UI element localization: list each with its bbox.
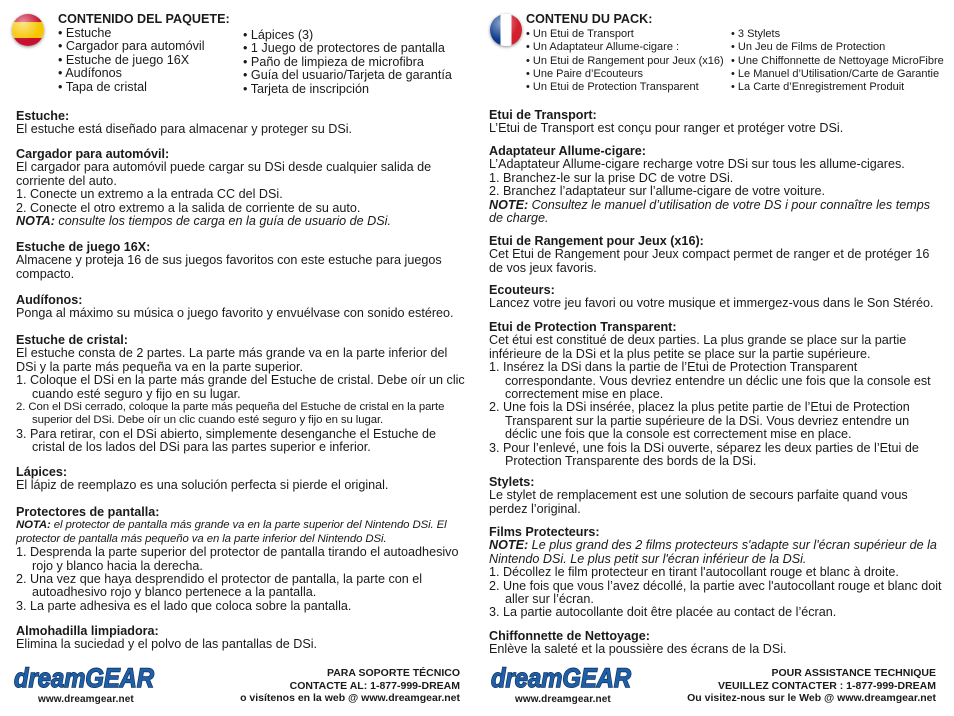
step-text: 1. Branchez-le sur la prise DC de votre DSi. bbox=[489, 170, 734, 185]
step-text: 3. La partie autocollante doit être placée au contact de l’écran. bbox=[489, 605, 837, 620]
note-label: NOTE: bbox=[489, 538, 529, 553]
list-item: • Un Etui de Transport bbox=[526, 28, 724, 41]
section-heading: Adaptateur Allume-cigare: bbox=[489, 144, 646, 158]
package-title-es: CONTENIDO DEL PAQUETE: bbox=[58, 12, 230, 26]
section-text: L’Adaptateur Allume-cigare recharge votre DSi sur tous les allume-cigares. bbox=[489, 157, 905, 172]
note-text: NOTE: Le plus grand des 2 films protecteurs s'adapte sur l'écran supérieur de la Nintendo DSi. Le plus petit sur l'écran inférieur de la DSi. bbox=[489, 538, 937, 566]
note-text: NOTA: consulte los tiempos de carga en la guía de usuario de DSi. bbox=[16, 214, 391, 229]
section-chiffonnette bbox=[489, 630, 944, 657]
step-text: 3. Pour l’enlevé, une fois la DSi ouverte, séparez les deux parties de l’Etui de Protection Transparente des bords de la DSi. bbox=[489, 440, 919, 469]
logo-url: www.dreamgear.net bbox=[38, 694, 134, 705]
support-block-fr bbox=[687, 667, 936, 705]
section-text: El estuche consta de 2 partes. La parte más grande va en la parte inferior del DSi y la parte más pequeña va en la parte superior. bbox=[16, 346, 448, 374]
list-item: • 3 Stylets bbox=[731, 28, 944, 41]
support-line: CONTACTE AL: 1-877-999-DREAM bbox=[289, 679, 460, 692]
list-item: • La Carte d’Enregistrement Produit bbox=[731, 81, 944, 94]
step-text: 3. La parte adhesiva es el lado que coloca sobre la pantalla. bbox=[16, 598, 352, 613]
section-protectores bbox=[16, 506, 471, 613]
section-heading: Etui de Transport: bbox=[489, 108, 597, 122]
section-ecouteurs bbox=[489, 284, 944, 311]
list-item: • Une Paire d’Ecouteurs bbox=[526, 68, 724, 81]
note-label: NOTE: bbox=[489, 197, 529, 212]
section-protection bbox=[489, 321, 944, 468]
section-heading: Etui de Protection Transparent: bbox=[489, 320, 677, 334]
step-text: 1. Insérez la DSi dans la partie de l’Etui de Protection Transparent correspondante. Vous devriez entendre un déclic une fois que la console est correctement mise en place. bbox=[489, 360, 931, 402]
support-block-es bbox=[240, 667, 460, 705]
section-text: El estuche está diseñado para almacenar y proteger su DSi. bbox=[16, 122, 353, 137]
section-text: Almacene y proteja 16 de sus juegos favoritos con este estuche para juegos compacto. bbox=[16, 253, 442, 281]
section-heading: Chiffonnette de Nettoyage: bbox=[489, 629, 650, 643]
support-line: POUR ASSISTANCE TECHNIQUE bbox=[771, 667, 936, 679]
package-list-fr-2 bbox=[731, 28, 944, 94]
note-label: NOTA: bbox=[16, 214, 55, 229]
step-text: 1. Coloque el DSi en la parte más grande del Estuche de cristal. Debe oír un clic cuando esté seguro y fijo en su lugar. bbox=[16, 373, 465, 401]
list-item: • Lápices (3) bbox=[243, 29, 452, 42]
section-text: El lápiz de reemplazo es una solución perfecta si pierde el original. bbox=[16, 478, 389, 493]
step-text: 2. Con el DSi cerrado, coloque la parte más pequeña del Estuche de cristal en la parte superior del DSi. Debe oír un clic cuando esté seguro y fijo en su lugar. bbox=[16, 401, 445, 427]
section-text: Cet Etui de Rangement pour Jeux compact permet de ranger et de protéger 16 de vos jeux favoris. bbox=[489, 247, 930, 275]
list-item: • Un Etui de Rangement pour Jeux (x16) bbox=[526, 55, 724, 68]
list-item: • Estuche bbox=[58, 27, 205, 40]
logo-url: www.dreamgear.net bbox=[515, 694, 611, 705]
step-text: 1. Desprenda la parte superior del protector de pantalla tirando el autoadhesivo rojo y blanco hacia la derecha. bbox=[16, 545, 459, 573]
section-lapices bbox=[16, 466, 471, 493]
section-text: Elimina la suciedad y el polvo de las pantallas de DSi. bbox=[16, 637, 318, 652]
section-almohadilla bbox=[16, 625, 471, 652]
step-text: 1. Décollez le film protecteur en tirant l'autocollant rouge et blanc à droite. bbox=[489, 565, 899, 580]
step-text: 3. Para retirar, con el DSi abierto, simplemente desenganche el Estuche de cristal de los lados del DSi para las partes superior e inferior. bbox=[16, 426, 437, 455]
note-label: NOTA: bbox=[16, 519, 51, 532]
step-text: 2. Une fois que vous l’avez décollé, la partie avec l'autocollant rouge et blanc doit aller sur l’écran. bbox=[489, 578, 942, 607]
support-line: VEUILLEZ CONTACTER : 1-877-999-DREAM bbox=[718, 679, 936, 692]
section-heading: Films Protecteurs: bbox=[489, 525, 600, 539]
section-heading: Protectores de pantalla: bbox=[16, 505, 160, 519]
section-cargador bbox=[16, 148, 471, 228]
section-text: Ponga al máximo su música o juego favorito y envuélvase con sonido estéreo. bbox=[16, 306, 454, 321]
section-transport bbox=[489, 109, 944, 136]
france-flag-icon bbox=[490, 14, 522, 46]
section-heading: Audífonos: bbox=[16, 293, 83, 307]
step-text: 1. Conecte un extremo a la entrada CC del DSi. bbox=[16, 187, 283, 202]
section-films bbox=[489, 526, 944, 620]
section-adaptateur bbox=[489, 145, 944, 225]
list-item: • Un Etui de Protection Transparent bbox=[526, 81, 724, 94]
section-stylets bbox=[489, 476, 944, 516]
section-text: Enlève la saleté et la poussière des écrans de la DSi. bbox=[489, 642, 787, 657]
list-item: • Guía del usuario/Tarjeta de garantía bbox=[243, 69, 452, 82]
section-heading: Estuche: bbox=[16, 109, 70, 123]
list-item: • Estuche de juego 16X bbox=[58, 54, 205, 67]
package-list-es-1 bbox=[58, 27, 205, 94]
section-text: Lancez votre jeu favori ou votre musique et immergez-vous dans le Son Stéréo. bbox=[489, 296, 934, 311]
section-audifonos bbox=[16, 294, 471, 321]
section-heading: Estuche de cristal: bbox=[16, 333, 128, 347]
list-item: • Paño de limpieza de microfibra bbox=[243, 56, 452, 69]
section-estuche bbox=[16, 110, 471, 137]
section-text: Le stylet de remplacement est une solution de secours parfaite quand vous perdez l’original. bbox=[489, 488, 908, 516]
section-heading: Cargador para automóvil: bbox=[16, 147, 170, 161]
package-list-es-2 bbox=[243, 29, 452, 96]
list-item: • Cargador para automóvil bbox=[58, 40, 205, 53]
dreamgear-logo bbox=[489, 664, 635, 692]
list-item: • Un Adaptateur Allume-cigare : bbox=[526, 41, 724, 54]
section-rangement bbox=[489, 235, 944, 275]
step-text: 2. Una vez que haya desprendido el protector de pantalla, la parte con el autoadhesivo rojo y blanco pertenece a la pantalla. bbox=[16, 572, 423, 600]
section-heading: Etui de Rangement pour Jeux (x16): bbox=[489, 234, 704, 248]
step-text: 2. Une fois la DSi insérée, placez la plus petite partie de l’Etui de Protection Transparent sur la partie supérieure de la DSi. Vous devriez entendre un déclic une fois que la console est correctement mise en place. bbox=[489, 400, 910, 442]
section-text: Cet étui est constitué de deux parties. La plus grande se place sur la partie inférieure de la DSi et la plus petite se place sur la partie supérieure. bbox=[489, 333, 907, 361]
section-heading: Estuche de juego 16X: bbox=[16, 240, 151, 254]
list-item: • 1 Juego de protectores de pantalla bbox=[243, 42, 452, 55]
spain-flag-icon bbox=[12, 14, 44, 46]
section-juego bbox=[16, 241, 471, 281]
support-line: Ou visitez-nous sur le Web @ www.dreamgear.net bbox=[687, 692, 936, 704]
list-item: • Tapa de cristal bbox=[58, 81, 205, 94]
section-text: L’Etui de Transport est conçu pour ranger et protéger votre DSi. bbox=[489, 121, 844, 136]
section-heading: Lápices: bbox=[16, 465, 68, 479]
section-cristal bbox=[16, 334, 471, 455]
dreamgear-logo bbox=[12, 664, 158, 692]
note-text: NOTA: el protector de pantalla más grande va en la parte superior del Nintendo DSi. El protector de pantalla más pequeño va en la parte inferior del Nintendo DSi. bbox=[16, 519, 447, 545]
list-item: • Tarjeta de inscripción bbox=[243, 83, 452, 96]
support-line: PARA SOPORTE TÉCNICO bbox=[326, 667, 460, 679]
step-text: 2. Branchez l’adaptateur sur l’allume-cigare de votre voiture. bbox=[489, 184, 826, 199]
support-line: o visítenos en la web @ www.dreamgear.net bbox=[240, 692, 460, 704]
list-item: • Une Chiffonnette de Nettoyage MicroFibre bbox=[731, 55, 944, 68]
logo-text: dreamGEAR bbox=[491, 664, 632, 692]
logo-text: dreamGEAR bbox=[14, 664, 155, 692]
list-item: • Le Manuel d’Utilisation/Carte de Garantie bbox=[731, 68, 944, 81]
section-heading: Ecouteurs: bbox=[489, 283, 555, 297]
section-heading: Almohadilla limpiadora: bbox=[16, 624, 159, 638]
section-heading: Stylets: bbox=[489, 475, 535, 489]
package-title-fr: CONTENU DU PACK: bbox=[526, 12, 653, 26]
list-item: • Audífonos bbox=[58, 67, 205, 80]
list-item: • Un Jeu de Films de Protection bbox=[731, 41, 944, 54]
package-list-fr-1 bbox=[526, 28, 724, 94]
section-text: El cargador para automóvil puede cargar su DSi desde cualquier salida de corriente del auto. bbox=[16, 160, 432, 188]
step-text: 2. Conecte el otro extremo a la salida de corriente de su auto. bbox=[16, 200, 361, 215]
note-text: NOTE: Consultez le manuel d’utilisation de votre DS i pour connaître les temps de charge. bbox=[489, 197, 930, 226]
